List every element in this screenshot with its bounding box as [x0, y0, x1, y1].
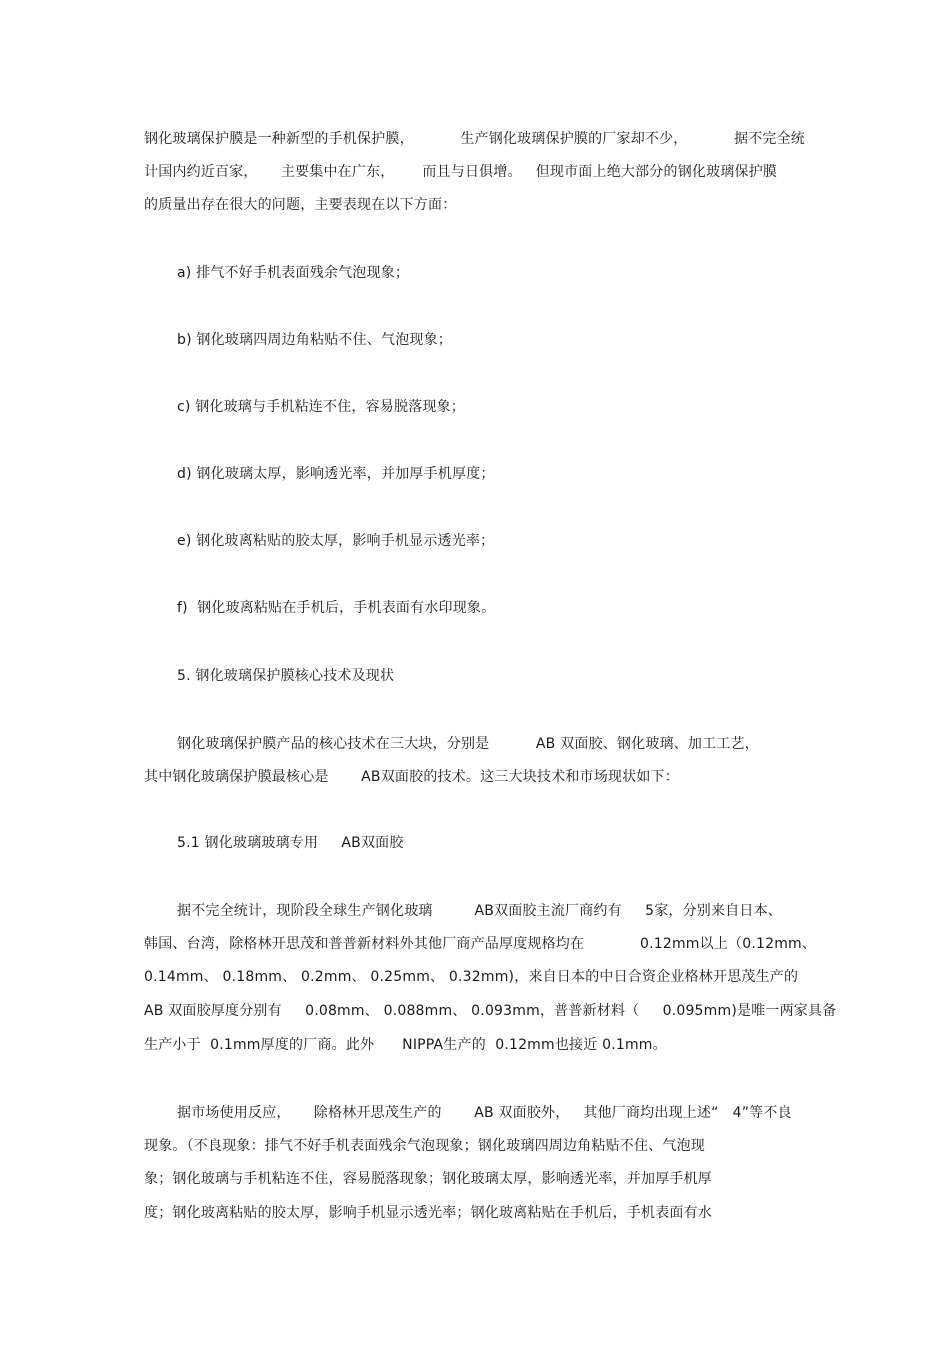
section-5-1-line-4: AB 双面胶厚度分别有 0.08mm、 0.088mm、 0.093mm，普普新材料（ 0.095mm)是唯一两家具备 [144, 1003, 837, 1019]
intro-line-3: 的质量出存在很大的问题，主要表现在以下方面： [144, 197, 457, 213]
market-line-3: 象；钢化玻璃与手机粘连不住，容易脱落现象；钢化玻璃太厚，影响透光率，并加厚手机厚 [144, 1171, 712, 1187]
problem-item-c: c) 钢化玻璃与手机粘连不住，容易脱落现象； [177, 399, 466, 415]
problem-item-b: b) 钢化玻璃四周边角粘贴不住、气泡现象； [177, 332, 452, 348]
section-5-1-line-1: 据不完全统计，现阶段全球生产钢化玻璃 AB双面胶主流厂商约有 5家，分别来自日本、 [177, 903, 782, 919]
problem-item-d: d) 钢化玻璃太厚，影响透光率，并加厚手机厚度； [177, 466, 495, 482]
section-5-1-line-5: 生产小于 0.1mm厚度的厂商。此外 NIPPA生产的 0.12mm也接近 0.1mm。 [144, 1037, 667, 1053]
market-line-1: 据市场使用反应， 除格林开思茂生产的 AB 双面胶外， 其他厂商均出现上述“ 4”等不良 [177, 1105, 792, 1121]
market-line-2: 现象。（不良现象：排气不好手机表面残余气泡现象；钢化玻璃四周边角粘贴不住、气泡现 [144, 1138, 705, 1154]
section-5-1-line-3: 0.14mm、 0.18mm、 0.2mm、 0.25mm、 0.32mm)，来自日本的中日合资企业格林开思茂生产的 [144, 969, 799, 985]
section-5-1-line-2: 韩国、台湾，除格林开思茂和普普新材料外其他厂商产品厚度规格均在 0.12mm以上（0.12mm、 [144, 936, 817, 952]
section-5-heading: 5. 钢化玻璃保护膜核心技术及现状 [177, 668, 395, 684]
section-5-line-2: 其中钢化玻璃保护膜最核心是 AB双面胶的技术。这三大块技术和市场现状如下： [144, 769, 679, 785]
problem-item-a: a) 排气不好手机表面残余气泡现象； [177, 265, 410, 281]
market-line-4: 度；钢化玻离粘贴的胶太厚，影响手机显示透光率；钢化玻离粘贴在手机后，手机表面有水 [144, 1205, 712, 1221]
problem-item-e: e) 钢化玻离粘贴的胶太厚，影响手机显示透光率； [177, 533, 495, 549]
section-5-line-1: 钢化玻璃保护膜产品的核心技术在三大块，分别是 AB 双面胶、钢化玻璃、加工工艺， [177, 736, 759, 752]
intro-line-2: 计国内约近百家， 主要集中在广东， 而且与日俱增。 但现市面上绝大部分的钢化玻璃保护膜 [144, 164, 778, 180]
intro-line-1: 钢化玻璃保护膜是一种新型的手机保护膜， 生产钢化玻璃保护膜的厂家却不少， 据不完全统 [144, 131, 806, 147]
section-5-1-heading: 5.1 钢化玻璃玻璃专用 AB双面胶 [177, 835, 404, 851]
problem-item-f: f) 钢化玻离粘贴在手机后，手机表面有水印现象。 [177, 600, 496, 616]
